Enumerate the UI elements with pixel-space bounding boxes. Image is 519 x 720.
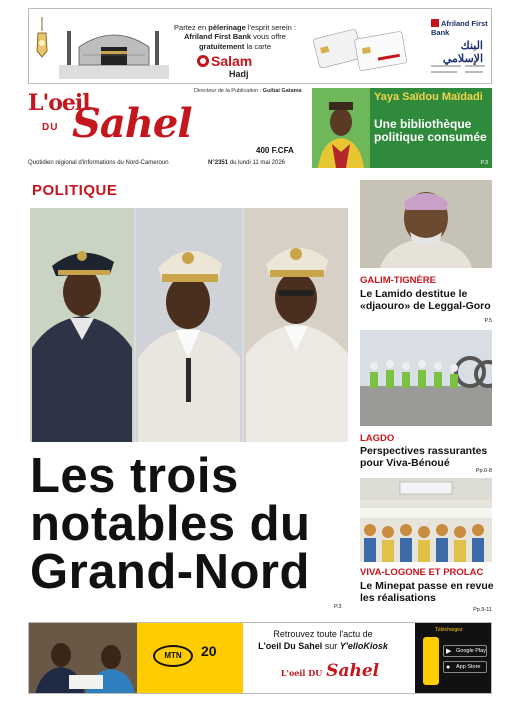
tagline: Quotidien régional d'informations du Nord-Cameroun <box>28 160 169 166</box>
story-headline-2[interactable]: Perspectives rassurantes pour Viva-Bénoué <box>360 445 488 470</box>
story-photo-2[interactable] <box>360 330 492 426</box>
publication-director: Directeur de la Publication : Guibai Gatama <box>194 88 302 94</box>
story-photo-1[interactable] <box>360 180 492 268</box>
google-play-button[interactable]: ▶ Google Play <box>443 645 487 657</box>
salam-subtitle: Hadj <box>229 69 249 79</box>
bank-cards-illustration <box>311 23 411 79</box>
bottom-advertisement[interactable] <box>28 622 492 694</box>
ad-message: Retrouvez toute l'actu de L'oeil Du Sahel sur Y'elloKiosk <box>258 629 388 651</box>
download-label: Téléchargez <box>435 627 463 633</box>
logo-sahel: Sahel <box>72 100 192 147</box>
workers-site-illustration <box>360 330 492 426</box>
anniversary-logo: 20 <box>201 643 217 659</box>
teaser-name: Yaya Saïdou Maïdadi <box>374 91 483 103</box>
phone-icon <box>423 637 439 685</box>
feature-photo[interactable] <box>30 208 348 442</box>
kaaba-mosque-illustration <box>59 17 169 79</box>
mtn-logo: MTN <box>153 645 193 667</box>
story-page-3: Pp.9-11 <box>473 607 492 613</box>
top-advertisement[interactable] <box>28 8 492 84</box>
lantern-icon <box>35 17 49 75</box>
three-officials-illustration <box>30 208 348 442</box>
app-store-button[interactable]: ● App Store <box>443 661 487 673</box>
logo-du: DU <box>42 122 59 133</box>
story-kicker-1: GALIM-TIGNÈRE <box>360 275 436 286</box>
story-kicker-2: LAGDO <box>360 433 395 444</box>
story-page-1: P.5 <box>484 318 492 324</box>
teaser-page: P.3 <box>480 160 488 166</box>
apple-icon: ● <box>446 664 451 671</box>
story-photo-3[interactable] <box>360 478 492 562</box>
story-kicker-3: VIVA-LOGONE ET PROLAC <box>360 567 484 578</box>
section-label: POLITIQUE <box>32 182 118 199</box>
masthead <box>28 88 308 170</box>
story-page-2: Pp.6-8 <box>475 468 492 474</box>
small-logo: L'oeil DU Sahel <box>280 661 380 681</box>
download-panel <box>415 623 492 694</box>
main-headline[interactable] <box>30 449 350 600</box>
issue-info: N°2351 du lundi 11 mai 2026 <box>208 160 286 166</box>
headline-line-2: notables du <box>30 497 311 552</box>
meeting-room-illustration <box>360 478 492 562</box>
teaser-portrait <box>312 88 370 168</box>
story-headline-1[interactable]: Le Lamido destitue le «djaouro» de Leggal-Goro <box>360 288 491 313</box>
salam-brand: Salam <box>197 53 252 69</box>
teaser-headline: Une bibliothèque politique consumée <box>374 117 487 144</box>
story-headline-3[interactable]: Le Minepat passe en revue les réalisations <box>360 580 494 605</box>
portrait-man-illustration <box>360 180 492 268</box>
bank-logo: Afriland First Bank البنك الإسلامي <box>431 19 488 65</box>
logo-oeil: L'oeil <box>28 90 90 116</box>
headline-line-1: Les trois <box>30 449 239 503</box>
price: 400 F.CFA <box>256 146 294 155</box>
headline-page: P.3 <box>334 604 342 610</box>
top-teaser[interactable] <box>312 88 492 168</box>
readers-photo <box>29 623 137 694</box>
play-icon: ▶ <box>446 648 452 655</box>
headline-line-3: Grand-Nord <box>30 545 310 600</box>
ad-copy: Partez en pèlerinage l'esprit serein : Afriland First Bank vous offre gratuitement la carte <box>174 23 296 51</box>
salam-logo-icon <box>197 55 209 67</box>
bank-emblem-icon <box>431 19 439 27</box>
contact-lines <box>431 63 489 79</box>
